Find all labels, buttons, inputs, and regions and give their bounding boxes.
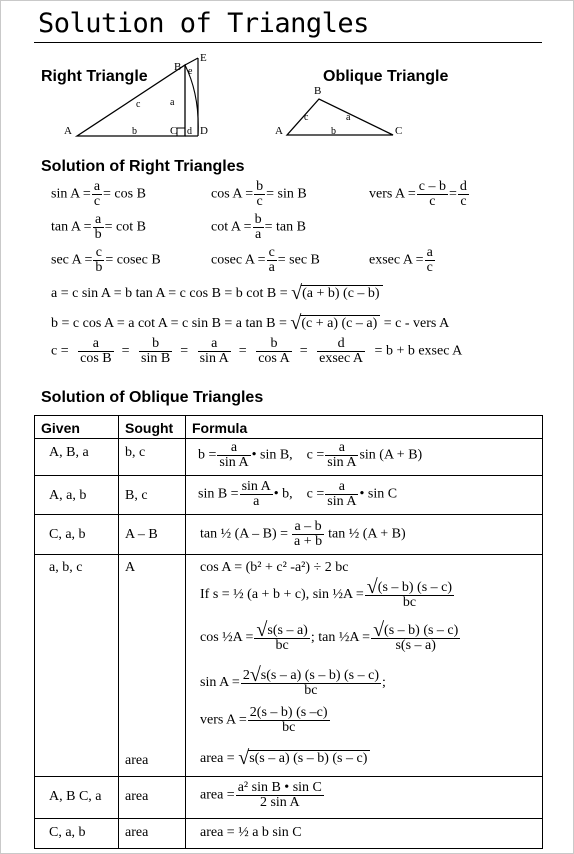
given-cell: A, a, b [49,488,87,503]
title-rule [34,42,542,43]
table-row [35,515,543,555]
table-row [35,819,543,849]
formula-sinA: sin A = $\frac{a}{c}$ = cos B [51,179,146,209]
formula-a: a = c sin A = b tan A = c cos B = b cot B = √(a + b) (c – b) [51,282,383,305]
sought-cell: area [125,789,149,804]
page-title: Solution of Triangles [38,8,369,39]
extension-line [185,58,198,65]
given-cell: C, a, b [49,527,86,542]
side-c: c [136,99,141,110]
oblique-solutions-table [34,415,543,849]
vertex-A: A [275,125,283,137]
column-header-sought: Sought [119,416,186,439]
table-row [35,555,543,777]
formula-c: c = $\frac{a}{\text{cos B}}$ = $\frac{b}{\text{sin B}}$ = $\frac{a}{\text{sin A}}$ = $\frac{b}{\text{cos A}}$ = $\frac{d}{\text{exsec A}}$ = b + b exsec A [51,336,463,366]
vertex-D: D [200,125,208,137]
vertex-E: E [200,52,207,64]
formula-heron-area: area = √s(s – a) (s – b) (s – c) [200,747,370,770]
sought-cell: A [125,560,136,575]
formula-cosA: cos A = $\frac{b}{c}$ = sin B [211,179,307,209]
formula-cell: b = $\frac{a}{\text{sin A}}$ • sin B, c = $\frac{a}{\text{sin A}}$ sin (A + B) [198,440,423,470]
side-a: a [170,97,175,108]
sought-cell: area [125,825,149,840]
formula-cos-half: cos ½A = $\frac{√s(s - a)}{bc}$ ; tan ½A = $\frac{√(s - b) (s - c)}{s(s - a)}$ [200,619,459,653]
oblique-triangle-shape [287,99,393,135]
side-d: d [187,126,192,137]
vertex-B: B [174,61,182,73]
formula-cell: tan ½ (A – B) = $\frac{a - b}{a + b}$ tan ½ (A + B) [200,519,406,549]
given-cell: A, B C, a [49,789,102,804]
sought-cell: b, c [125,445,146,460]
formula-sinA-area: sin A = $\frac{2√s(s - a) (s - b) (s - c)}{bc}$ ; [200,664,386,698]
formula-cell: sin B = $\frac{\text{sin A}}{a}$ • b, c = $\frac{a}{\text{sin A}}$ • sin C [198,479,398,509]
table-row [35,439,543,476]
formula-secA: sec A = $\frac{c}{b}$ = cosec B [51,245,161,275]
side-b: b [331,126,336,137]
right-triangle-label: Right Triangle [41,68,148,85]
vertex-C: C [395,125,403,137]
table-row [35,777,543,819]
sought-cell-area: area [125,753,149,768]
given-cell: C, a, b [49,825,86,840]
formula-tanA: tan A = $\frac{a}{b}$ = cot B [51,212,146,242]
formula-b: b = c cos A = a cot A = c sin B = a tan B = √(c + a) (c – a) = c - vers A [51,312,450,334]
right-solutions-heading: Solution of Right Triangles [41,158,245,175]
table-row [35,476,543,515]
right-triangle-shape [77,65,185,136]
formula-exsecA: exsec A = $\frac{a}{c}$ [369,245,433,275]
formula-sin-half: If s = ½ (a + b + c), sin ½A = $\frac{√(s - b) (s - c)}{bc}$ [200,576,453,610]
right-triangle-diagram [60,50,220,140]
given-cell: a, b, c [49,560,83,575]
formula-cell: area = $\frac{\text{a² sin B • sin C}}{\text{2 sin A}}$ [200,780,322,810]
formula-cell: area = ½ a b sin C [200,825,302,840]
sought-cell: B, c [125,488,148,503]
oblique-triangle-label: Oblique Triangle [323,68,449,85]
vertex-C: C [170,125,178,137]
sought-cell: A – B [125,527,158,542]
formula-versA-sss: vers A = $\frac{2(s - b) (s -c)}{bc}$ [200,705,328,735]
formula-cosecA: cosec A = $\frac{c}{a}$ = sec B [211,245,320,275]
vertex-A: A [64,125,72,137]
oblique-triangle-diagram [270,82,410,140]
table-header-row [35,416,543,439]
formula-versA: vers A = $\frac{c - b}{c}$ = $\frac{d}{c}$ [369,179,467,209]
column-header-given: Given [35,416,119,439]
given-cell: A, B, a [49,445,89,460]
oblique-solutions-heading: Solution of Oblique Triangles [41,389,264,406]
side-a: a [346,112,351,123]
side-c: c [304,112,309,123]
formula-cotA: cot A = $\frac{b}{a}$ = tan B [211,212,306,242]
column-header-formula: Formula [186,416,543,439]
vertex-B: B [314,85,322,97]
side-b: b [132,126,137,137]
formula-cos-law: cos A = (b² + c² -a²) ÷ 2 bc [200,560,349,575]
side-e: e [188,66,193,77]
